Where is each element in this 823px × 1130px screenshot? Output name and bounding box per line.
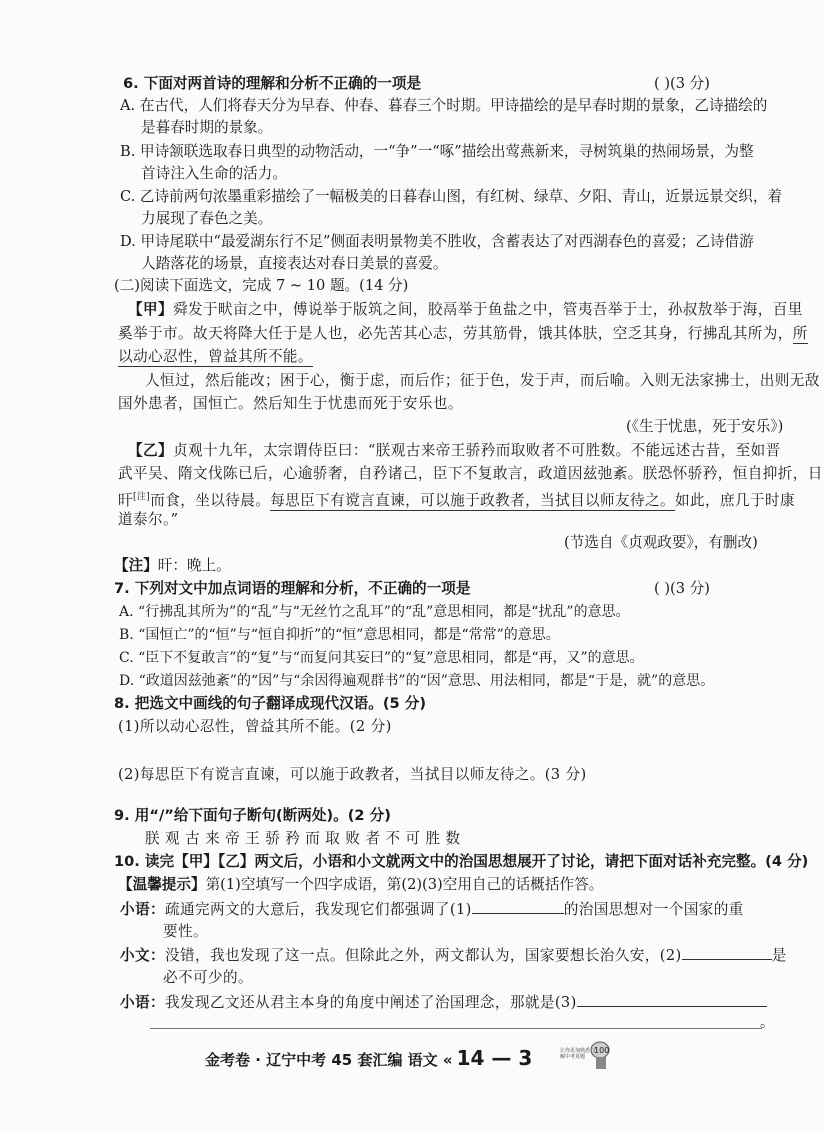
- q7-option-a: A. “行拂乱其所为”的“乱”与“无丝竹之乱耳”的“乱”意思相同，都是“扰乱”的意思。: [119, 604, 630, 620]
- q6-option-b-cont: 首诗注入生命的活力。: [141, 165, 287, 182]
- footer-title: 金考卷 · 辽宁中考 45 套汇编 语文 «: [205, 1051, 453, 1069]
- q6-option-b: B. 甲诗颔联选取春日典型的动物活动，一“争”一“啄”描绘出莺燕新来，寻树筑巢的热闹场景，为整: [120, 143, 754, 160]
- underlined-sentence-jia: 以动心忍性，曾益其所不能。: [118, 348, 313, 365]
- passage-jia-line-4: 人恒过，然后能改；困于心，衡于虑，而后作；征于色，发于声，而后喻。入则无法家拂士，出则无敌: [145, 372, 820, 389]
- q8-sentence-1: (1)所以动心忍性，曾益其所不能。(2 分): [118, 718, 392, 735]
- q6-option-d: D. 甲诗尾联中“最爱湖东行不足”侧面表明景物美不胜收，含蓄表达了对西湖春色的喜爱；乙诗借游: [120, 233, 754, 250]
- passage-yi-line-1: [128, 440, 781, 462]
- q6-option-a-cont: 是暮春时期的景象。: [141, 119, 273, 136]
- underlined-sentence-start: 所: [792, 325, 808, 342]
- answer-blank-2[interactable]: [682, 944, 772, 960]
- passage-yi-source: (节选自《贞观政要》，有删改): [564, 534, 758, 551]
- end-mark: 。: [760, 1015, 774, 1031]
- passage-yi-label: 【乙】: [128, 442, 173, 459]
- q7-answer-box: ( )(3 分): [654, 580, 710, 597]
- q10-stem: 10. 读完【甲】【乙】两文后，小语和小文就两文中的治国思想展开了讨论，请把下面对话补充完整。(4 分): [114, 853, 809, 870]
- passage-jia-line-2: [118, 323, 808, 345]
- page-number: 14 — 3: [456, 1046, 533, 1070]
- q6-option-a: A. 在古代，人们将春天分为早春、仲春、暮春三个时期。甲诗描绘的是早春时期的景象，乙诗描绘的: [120, 97, 768, 114]
- passage-yi-text-3a: 旰: [118, 491, 133, 509]
- answer-blank-3-line[interactable]: [150, 1028, 762, 1029]
- q10-tip-label: 【温馨提示】: [118, 876, 206, 893]
- dialogue-xiaoyu-2-text: 我发现乙文还从君主本身的角度中阐述了治国理念，那就是(3): [164, 994, 577, 1011]
- q7-option-d: D. “政道因兹弛紊”的“因”与“余因得遍观群书”的“因”意思、用法相同，都是“于是，就”的意思。: [119, 673, 715, 689]
- dialogue-xiaoyu-2: [120, 991, 767, 1014]
- section-heading: (二)阅读下面选文，完成 7 ~ 10 题。(14 分): [114, 277, 409, 294]
- passage-yi-line-4: 道泰尔。”: [118, 511, 179, 528]
- passage-yi-line-3: [118, 486, 795, 512]
- dialogue-xiaoyu-1-text: 疏通完两文的大意后，我发现它们都强调了(1): [164, 901, 472, 918]
- passage-jia-line-1: [128, 299, 803, 321]
- passage-jia-label: 【甲】: [128, 301, 173, 318]
- answer-blank-3[interactable]: [577, 991, 767, 1007]
- q6-stem: 6. 下面对两首诗的理解和分析不正确的一项是: [123, 75, 422, 92]
- footnote: [114, 555, 231, 577]
- q6-answer-box: ( )(3 分): [654, 75, 710, 92]
- passage-jia-source: (《生于忧患，死于安乐》): [626, 418, 784, 435]
- passage-yi-text-3b: 而食，坐以待晨。: [150, 491, 271, 509]
- q8-stem: 8. 把选文中画线的句子翻译成现代汉语。(5 分): [114, 695, 427, 712]
- passage-jia-text-2: 奚举于市。故天将降大任于是人也，必先苦其心志，劳其筋骨，饿其体肤，空乏其身，行拂乱其所为，: [118, 325, 793, 342]
- dialogue-xiaoyu-1-text-b: 的治国思想对一个国家的重: [563, 901, 744, 918]
- q7-option-c: C. “臣下不复敢言”的“复”与“而复问其妄曰”的“复”意思相同，都是“再，又”的意思。: [119, 650, 644, 666]
- page-footer: [205, 1046, 532, 1070]
- dialogue-xiaowen: [120, 944, 787, 967]
- q10-tip: [118, 874, 603, 896]
- q6-option-d-cont: 人踏落花的场景，直接表达对春日美景的喜爱。: [141, 255, 448, 272]
- footnote-label: 【注】: [114, 557, 158, 574]
- speaker-xiaowen: 小文：: [120, 947, 165, 964]
- passage-yi-text-3d: 如此，庶几于时康: [675, 491, 795, 509]
- passage-jia-text-1: 舜发于畎亩之中，傅说举于版筑之间，胶鬲举于鱼盐之中，管夷吾举于士，孙叔敖举于海，百里: [172, 301, 803, 318]
- passage-jia-line-3: [118, 346, 313, 368]
- dialogue-xiaowen-text-b: 是: [771, 947, 787, 964]
- q9-sentence: 朕 观 古 来 帝 王 骄 矜 而 取 败 者 不 可 胜 数: [145, 830, 461, 847]
- dialogue-xiaoyu-1-cont: 要性。: [163, 923, 208, 940]
- underlined-sentence-yi: 每思臣下有谠言直谏，可以施于政教者，当拭目以师友待之。: [270, 491, 676, 509]
- logo-text: 让你更加熟悉 了解中考真题: [560, 1048, 597, 1060]
- q6-option-c-cont: 力展现了春色之美。: [141, 210, 273, 227]
- dialogue-xiaowen-text: 没错，我也发现了这一点。但除此之外，两文都认为，国家要想长治久安，(2): [164, 947, 682, 964]
- footnote-text: 旰：晚上。: [157, 557, 231, 574]
- q10-tip-text: 第(1)空填写一个四字成语，第(2)(3)空用自己的话概括作答。: [205, 876, 604, 893]
- dialogue-xiaoyu-1: [120, 898, 744, 921]
- speaker-xiaoyu: 小语：: [120, 901, 165, 918]
- q7-option-b: B. “国恒亡”的“恒”与“恒自抑折”的“恒”意思相同，都是“常常”的意思。: [119, 627, 560, 643]
- speaker-xiaoyu-2: 小语：: [120, 994, 165, 1011]
- q8-sentence-2: (2)每思臣下有谠言直谏，可以施于政教者，当拭目以师友待之。(3 分): [118, 766, 587, 783]
- q7-stem: 7. 下列对文中加点词语的理解和分析，不正确的一项是: [114, 580, 471, 597]
- dialogue-xiaowen-cont: 必不可少的。: [163, 969, 253, 986]
- q6-option-c: C. 乙诗前两句浓墨重彩描绘了一幅极美的日暮春山图，有红树、绿草、夕阳、青山，近景远景交织，着: [120, 188, 783, 205]
- passage-yi-line-2: 武平吴、隋文伐陈已后，心逾骄奢，自矜诸己，臣下不复敢言，政道因兹弛紊。朕恐怀骄矜，恒自抑折，日: [118, 465, 823, 482]
- footnote-marker: [注]: [133, 492, 151, 502]
- passage-jia-line-5: 国外患者，国恒亡。然后知生于忧患而死于安乐也。: [118, 395, 463, 412]
- publisher-logo-icon: [560, 1040, 610, 1072]
- svg-text:100: 100: [594, 1046, 610, 1055]
- q9-stem: 9. 用“/”给下面句子断句(断两处)。(2 分): [114, 807, 391, 824]
- answer-blank-1[interactable]: [472, 898, 564, 914]
- passage-yi-text-1: 贞观十九年，太宗谓侍臣曰：“朕观古来帝王骄矜而取败者不可胜数。不能远述古昔，至如晋: [172, 442, 781, 459]
